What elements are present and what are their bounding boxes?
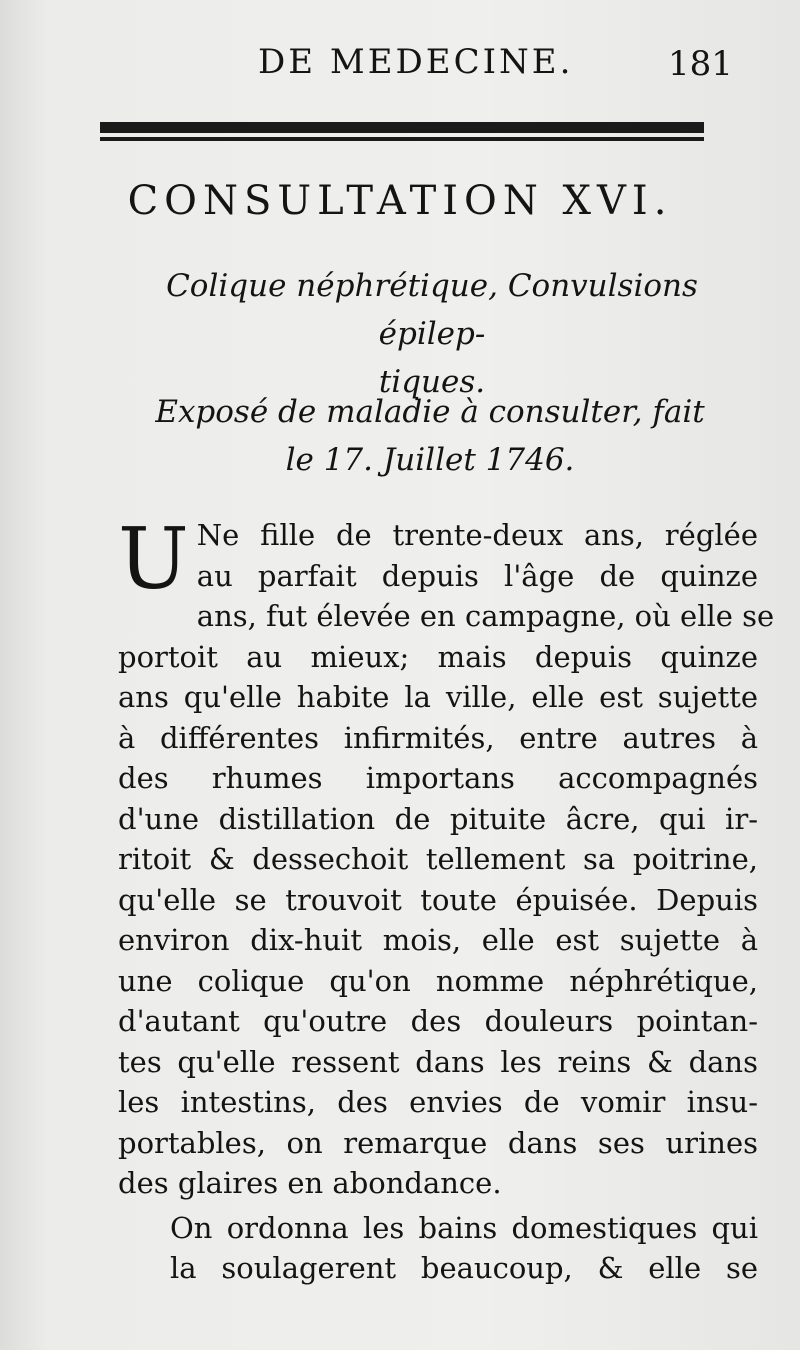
running-header: DE MEDECINE. [258,42,574,82]
subtitle-line: Colique néphrétique, Convulsions épilep- [166,268,698,352]
rule-thick-line [100,122,704,133]
text-line: ans, fut élevée en campagne, où elle se [196,599,775,633]
text-line: tes qu'elle ressent dans les reins & dans [118,1044,758,1079]
exposure-line: le 17. Juillet 1746. [285,442,575,478]
text-line: les intestins, des envies de vomir insu- [118,1085,758,1119]
exposure-line: Exposé de maladie à consulter, fait [155,394,705,430]
page-number: 181 [668,44,733,84]
text-line: portables, on remarque dans ses urines [118,1125,758,1160]
body-text [118,510,775,1289]
paragraph [118,510,775,1204]
text-line: la soulagerent beaucoup, & elle se [170,1251,758,1285]
text-line: des rhumes importans accompagnés [118,761,758,795]
text-line: à différentes infirmités, entre autres à [118,720,758,755]
text-line: ritoit & dessechoit tellement sa poitrine, [118,842,758,876]
rule-thin-line [100,137,704,141]
text-line: Ne fille de trente-deux ans, réglée [196,518,758,552]
text-line: qu'elle se trouvoit toute épuisée. Depuis [118,882,758,917]
text-line: au parfait depuis l'âge de quinze [196,558,758,593]
text-line: d'autant qu'outre des douleurs pointan- [118,1004,758,1038]
text-line: portoit au mieux; mais depuis quinze [118,639,758,674]
paragraph [118,1208,758,1289]
consultation-heading: CONSULTATION XVI. [127,178,673,224]
text-line: ans qu'elle habite la ville, elle est sujette [118,680,758,714]
header-rule [100,122,704,144]
exposure-heading [150,388,710,484]
text-line: une colique qu'on nomme néphrétique, [118,963,758,998]
text-line: environ dix-huit mois, elle est sujette à [118,923,758,957]
text-line: des glaires en abondance. [118,1166,502,1200]
text-line: d'une distillation de pituite âcre, qui ir- [118,801,758,836]
subtitle [112,262,752,406]
subtitle-line: tiques. [378,364,486,400]
drop-cap: U [118,510,189,608]
text-line: On ordonna les bains domestiques qui [170,1210,758,1245]
